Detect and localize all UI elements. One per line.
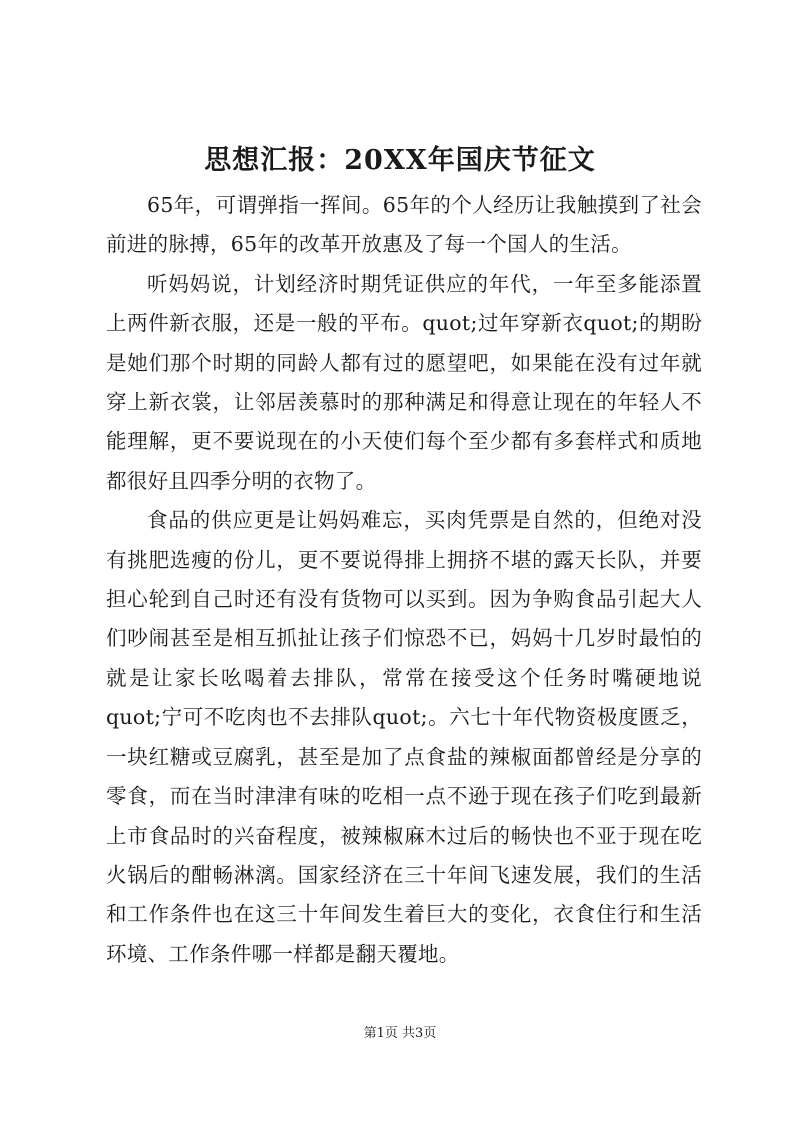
paragraph-2: 听妈妈说，计划经济时期凭证供应的年代，一年至多能添置上两件新衣服，还是一般的平布。quot;过年穿新衣quot;的期盼是她们那个时期的同龄人都有过的愿望吧，如果能在没有过年就穿上新衣裳，让邻居羡慕时的那种满足和得意让现在的年轻人不能理解，更不要说现在的小天使们每个至少都有多套样式和质地都很好且四季分明的衣物了。 [106,271,702,493]
page-footer: 第1页 共3页 [363,1026,437,1041]
paragraph-3: 食品的供应更是让妈妈难忘，买肉凭票是自然的，但绝对没有挑肥选瘦的份儿，更不要说得排上拥挤不堪的露天长队，并要担心轮到自己时还有没有货物可以买到。因为争购食品引起大人们吵闹甚至是相互抓扯让孩子们惊恐不已，妈妈十几岁时最怕的就是让家长吆喝着去排队，常常在接受这个任务时嘴硬地说quot;宁可不吃肉也不去排队quot;。六七十年代物资极度匮乏，一块红糖或豆腐乳，甚至是加了点食盐的辣椒面都曾经是分享的零食，而在当时津津有味的吃相一点不逊于现在孩子们吃到最新上市食品时的兴奋程度，被辣椒麻木过后的畅快也不亚于现在吃火锅后的酣畅淋漓。国家经济在三十年间飞速发展，我们的生活和工作条件也在这三十年间发生着巨大的变化，衣食住行和生活环境、工作条件哪一样都是翻天覆地。 [106,508,702,966]
document-body [106,186,702,974]
document-title: 思想汇报：20XX年国庆节征文 [204,145,596,176]
paragraph-1: 65年，可谓弹指一挥间。65年的个人经历让我触摸到了社会前进的脉搏，65年的改革开放惠及了每一个国人的生活。 [106,193,702,257]
